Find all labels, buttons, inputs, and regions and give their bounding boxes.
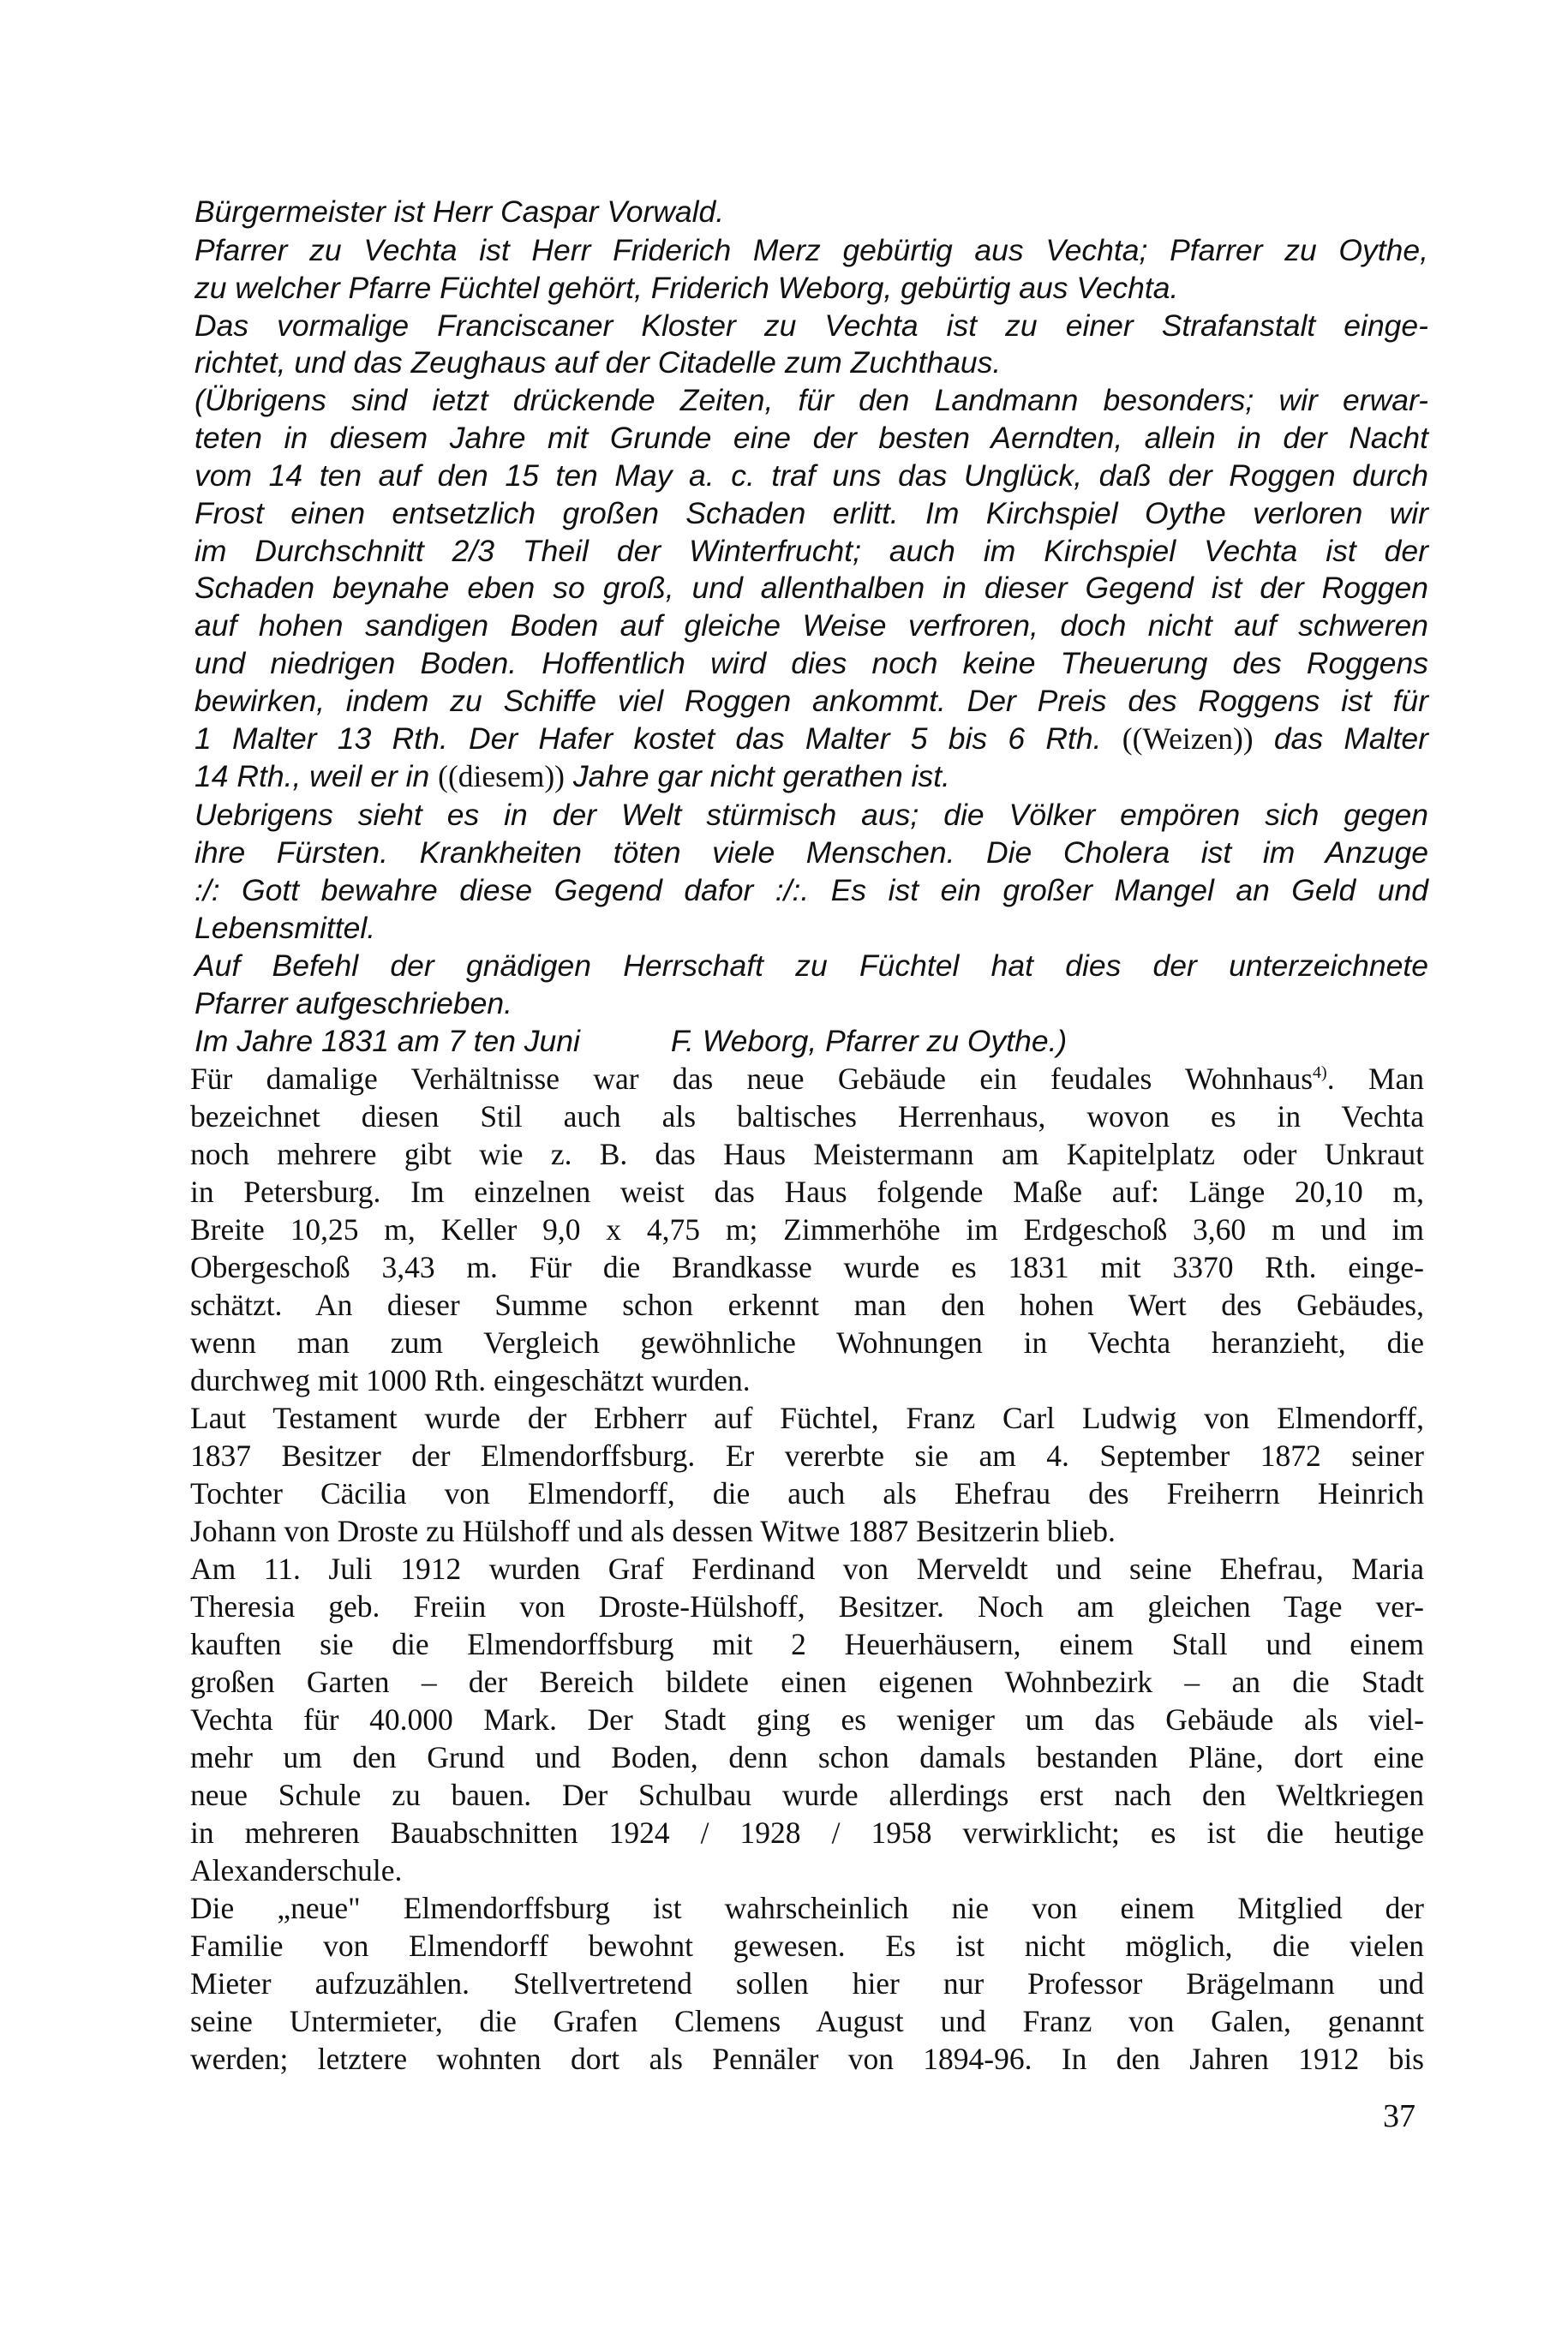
letter-line: bewirken, indem zu Schiffe viel Roggen ankommt. Der Preis des Roggens ist für: [195, 684, 1428, 718]
body-line: Johann von Droste zu Hülshoff und als dessen Witwe 1887 Besitzerin blieb.: [190, 1514, 1116, 1548]
letter-line: Auf Befehl der gnädigen Herrschaft zu Füchtel hat dies der unterzeichnete: [195, 948, 1428, 983]
letter-signature: F. Weborg, Pfarrer zu Oythe.): [670, 1024, 1068, 1058]
body-line: Obergeschoß 3,43 m. Für die Brandkasse wurde es 1831 mit 3370 Rth. einge-: [190, 1250, 1424, 1284]
body-line: bezeichnet diesen Stil auch als baltisches Herrenhaus, wovon es in Vechta: [190, 1099, 1424, 1134]
letter-line: Uebrigens sieht es in der Welt stürmisch aus; die Völker empören sich gegen: [195, 798, 1428, 832]
letter-line: (Übrigens sind ietzt drückende Zeiten, für den Landmann besonders; wir erwar-: [195, 383, 1428, 417]
body-line: Familie von Elmendorff bewohnt gewesen. Es ist nicht möglich, die vielen: [190, 1929, 1424, 1963]
letter-signature-line: [195, 1022, 1428, 1060]
letter-line: richtet, und das Zeughaus auf der Citadelle zum Zuchthaus.: [195, 345, 1002, 380]
body-line: schätzt. An dieser Summe schon erkennt man den hohen Wert des Gebäudes,: [190, 1288, 1424, 1322]
letter-line: zu welcher Pfarre Füchtel gehört, Friderich Weborg, gebürtig aus Vechta.: [195, 271, 1179, 305]
page-number: 37: [1383, 2098, 1415, 2134]
body-line: werden; letztere wohnten dort als Pennäler von 1894-96. In den Jahren 1912 bis: [190, 2042, 1424, 2076]
editorial-insert: ((diesem)): [438, 759, 565, 793]
body-line: Theresia geb. Freiin von Droste-Hülshoff, Besitzer. Noch am gleichen Tage ver-: [190, 1589, 1424, 1624]
letter-text: 14 Rth., weil er in: [195, 759, 430, 793]
body-text-segment: . Man: [1326, 1062, 1424, 1096]
body-line: in Petersburg. Im einzelnen weist das Haus folgende Maße auf: Länge 20,10 m,: [190, 1175, 1424, 1209]
letter-date: Im Jahre 1831 am 7 ten Juni: [195, 1024, 580, 1058]
body-line: durchweg mit 1000 Rth. eingeschätzt wurden.: [190, 1363, 751, 1397]
letter-line: :/: Gott bewahre diese Gegend dafor :/:. Es ist ein großer Mangel an Geld und: [195, 873, 1428, 907]
body-line: Laut Testament wurde der Erbherr auf Füchtel, Franz Carl Ludwig von Elmendorff,: [190, 1401, 1424, 1435]
body-text-segment: Für damalige Verhältnisse war das neue Gebäude ein feudales Wohnhaus: [190, 1062, 1314, 1096]
body-line: kauften sie die Elmendorffsburg mit 2 Heuerhäusern, einem Stall und einem: [190, 1627, 1424, 1661]
letter-text: Jahre gar nicht gerathen ist.: [572, 759, 950, 793]
letter-line-mixed: [195, 757, 1428, 795]
letter-line-mixed: [195, 720, 1428, 757]
letter-line: Pfarrer zu Vechta ist Herr Friderich Merz gebürtig aus Vechta; Pfarrer zu Oythe,: [195, 233, 1428, 267]
letter-line: im Durchschnitt 2/3 Theil der Winterfrucht; auch im Kirchspiel Vechta ist der: [195, 534, 1428, 568]
body-line: [190, 1060, 1424, 1098]
letter-line: Das vormalige Franciscaner Kloster zu Vechta ist zu einer Strafanstalt einge-: [195, 308, 1428, 343]
letter-line: vom 14 ten auf den 15 ten May a. c. traf uns das Unglück, daß der Roggen durch: [195, 458, 1428, 493]
letter-text: das Malter: [1273, 721, 1428, 756]
letter-line: teten in diesem Jahre mit Grunde eine der besten Aerndten, allein in der Nacht: [195, 421, 1428, 455]
footnote-reference: 4): [1313, 1063, 1327, 1083]
letter-line: Pfarrer aufgeschrieben.: [195, 986, 512, 1020]
letter-line: Frost einen entsetzlich großen Schaden erlitt. Im Kirchspiel Oythe verloren wir: [195, 496, 1428, 530]
body-line: in mehreren Bauabschnitten 1924 / 1928 / 1958 verwirklicht; es ist die heutige: [190, 1816, 1424, 1850]
body-line: großen Garten – der Bereich bildete einen eigenen Wohnbezirk – an die Stadt: [190, 1665, 1424, 1699]
body-line: Mieter aufzuzählen. Stellvertretend sollen hier nur Professor Brägelmann und: [190, 1966, 1424, 2001]
letter-line: und niedrigen Boden. Hoffentlich wird dies noch keine Theuerung des Roggens: [195, 646, 1428, 680]
body-line: wenn man zum Vergleich gewöhnliche Wohnungen in Vechta heranzieht, die: [190, 1325, 1424, 1360]
letter-line: ihre Fürsten. Krankheiten töten viele Menschen. Die Cholera ist im Anzuge: [195, 835, 1428, 870]
letter-line: Lebensmittel.: [195, 911, 376, 945]
editorial-insert: ((Weizen)): [1122, 721, 1254, 756]
body-line: Am 11. Juli 1912 wurden Graf Ferdinand von Merveldt und seine Ehefrau, Maria: [190, 1552, 1424, 1586]
body-line: Tochter Cäcilia von Elmendorff, die auch als Ehefrau des Freiherrn Heinrich: [190, 1476, 1424, 1510]
body-line: seine Untermieter, die Grafen Clemens August und Franz von Galen, genannt: [190, 2004, 1424, 2038]
body-line: mehr um den Grund und Boden, denn schon damals bestanden Pläne, dort eine: [190, 1740, 1424, 1774]
letter-line: Schaden beynahe eben so groß, und allenthalben in dieser Gegend ist der Roggen: [195, 571, 1428, 605]
letter-line: auf hohen sandigen Boden auf gleiche Weise verfroren, doch nicht auf schweren: [195, 608, 1428, 643]
letter-line: Bürgermeister ist Herr Caspar Vorwald.: [195, 194, 725, 229]
body-line: Vechta für 40.000 Mark. Der Stadt ging es weniger um das Gebäude als viel-: [190, 1702, 1424, 1737]
body-line: Alexanderschule.: [190, 1853, 403, 1887]
letter-text: 1 Malter 13 Rth. Der Hafer kostet das Malter 5 bis 6 Rth.: [195, 721, 1102, 756]
body-line: Die „neue" Elmendorffsburg ist wahrscheinlich nie von einem Mitglied der: [190, 1891, 1424, 1925]
body-line: Breite 10,25 m, Keller 9,0 x 4,75 m; Zimmerhöhe im Erdgeschoß 3,60 m und im: [190, 1212, 1424, 1247]
body-line: neue Schule zu bauen. Der Schulbau wurde allerdings erst nach den Weltkriegen: [190, 1778, 1424, 1812]
body-line: noch mehrere gibt wie z. B. das Haus Meistermann am Kapitelplatz oder Unkraut: [190, 1137, 1424, 1171]
body-line: 1837 Besitzer der Elmendorffsburg. Er vererbte sie am 4. September 1872 seiner: [190, 1439, 1424, 1473]
